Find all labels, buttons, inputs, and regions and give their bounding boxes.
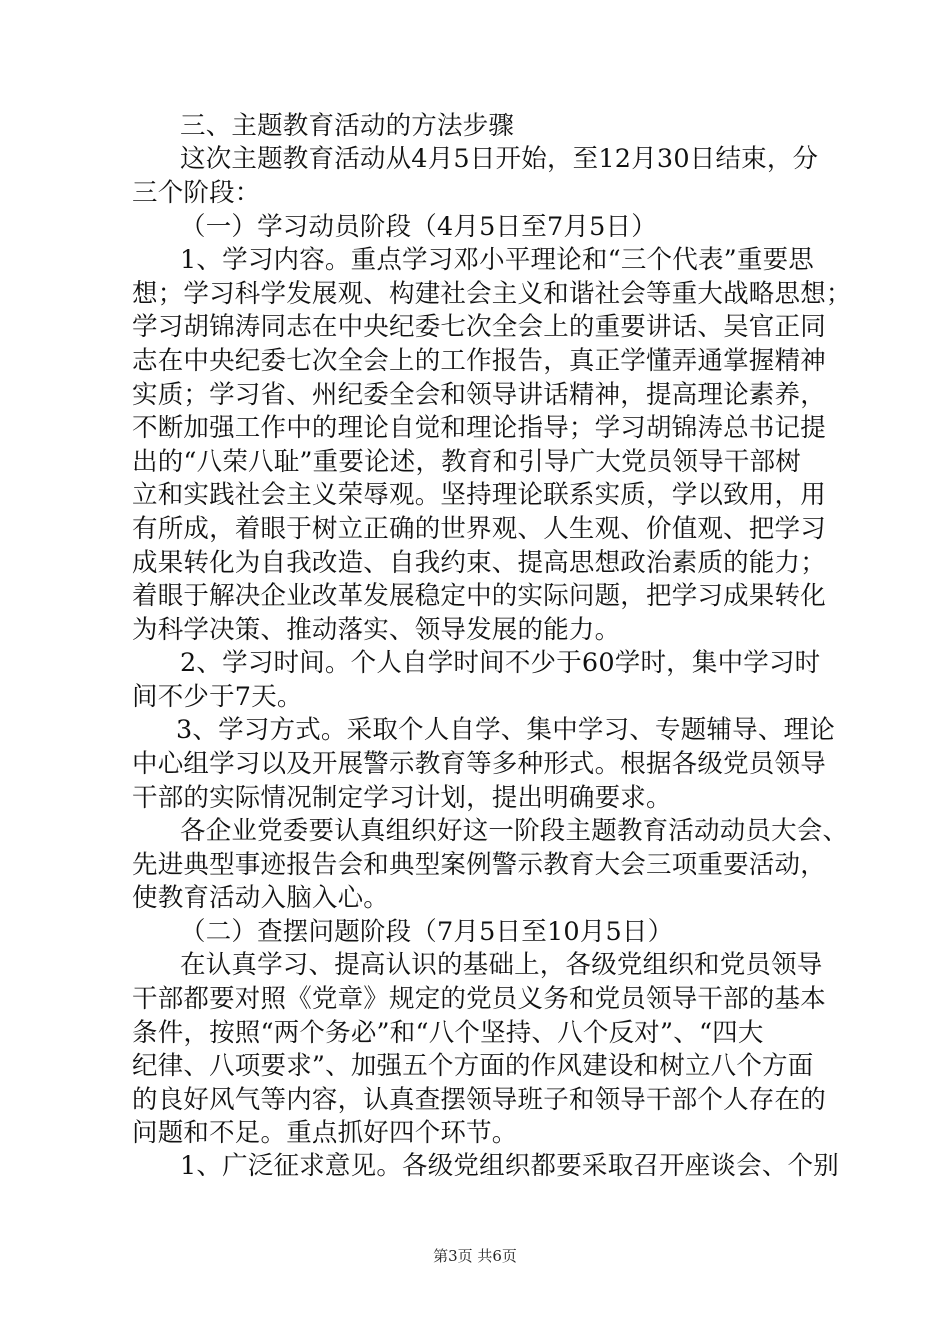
body-line: 志在中央纪委七次全会上的工作报告，真正学懂弄通掌握精神 [132, 346, 826, 376]
body-line: 不断加强工作中的理论自觉和理论指导；学习胡锦涛总书记提 [132, 413, 826, 443]
body-line: 在认真学习、提高认识的基础上，各级党组织和党员领导 [180, 950, 823, 980]
body-line: 三个阶段： [132, 178, 261, 208]
body-line: 先进典型事迹报告会和典型案例警示教育大会三项重要活动， [132, 850, 826, 880]
section-heading: 三、主题教育活动的方法步骤 [180, 111, 515, 141]
body-line: 着眼于解决企业改革发展稳定中的实际问题，把学习成果转化 [132, 581, 826, 611]
body-line: 1、广泛征求意见。各级党组织都要采取召开座谈会、个别 [180, 1151, 839, 1181]
body-line: 干部的实际情况制定学习计划，提出明确要求。 [132, 783, 672, 813]
body-line: 有所成，着眼于树立正确的世界观、人生观、价值观、把学习 [132, 514, 826, 544]
body-line: 使教育活动入脑入心。 [132, 883, 390, 913]
body-line: 条件，按照“两个务必”和“八个坚持、八个反对”、“四大 [132, 1018, 764, 1048]
body-line: 成果转化为自我改造、自我约束、提高思想政治素质的能力； [132, 548, 826, 578]
body-line: 的良好风气等内容，认真查摆领导班子和领导干部个人存在的 [132, 1085, 826, 1115]
body-line: 这次主题教育活动从4月5日开始，至12月30日结束，分 [180, 144, 819, 174]
body-line: 1、学习内容。重点学习邓小平理论和“三个代表”重要思 [180, 245, 814, 275]
page-footer: 第3页 共6页 [433, 1247, 517, 1265]
body-line: 纪律、八项要求”、加强五个方面的作风建设和树立八个方面 [132, 1051, 814, 1081]
body-line: 学习胡锦涛同志在中央纪委七次全会上的重要讲话、吴官正同 [132, 312, 826, 342]
body-line: 立和实践社会主义荣辱观。坚持理论联系实质，学以致用，用 [132, 480, 826, 510]
body-line: 为科学决策、推动落实、领导发展的能力。 [132, 615, 621, 645]
body-line: 想；学习科学发展观、构建社会主义和谐社会等重大战略思想； [132, 279, 852, 309]
body-line: 实质；学习省、州纪委全会和领导讲话精神，提高理论素养， [132, 380, 826, 410]
subsection-heading: （一）学习动员阶段（4月5日至7月5日） [180, 212, 657, 242]
body-line: 出的“八荣八耻”重要论述，教育和引导广大党员领导干部树 [132, 447, 801, 477]
body-line: 2、学习时间。个人自学时间不少于60学时，集中学习时 [180, 648, 821, 678]
subsection-heading: （二）查摆问题阶段（7月5日至10月5日） [180, 917, 674, 947]
body-line: 中心组学习以及开展警示教育等多种形式。根据各级党员领导 [132, 749, 826, 779]
body-line: 各企业党委要认真组织好这一阶段主题教育活动动员大会、 [180, 816, 849, 846]
body-line: 间不少于7天。 [132, 682, 303, 712]
body-line: 问题和不足。重点抓好四个环节。 [132, 1118, 518, 1148]
body-line: 3、学习方式。采取个人自学、集中学习、专题辅导、理论 [176, 715, 835, 745]
body-line: 干部都要对照《党章》规定的党员义务和党员领导干部的基本 [132, 984, 826, 1014]
